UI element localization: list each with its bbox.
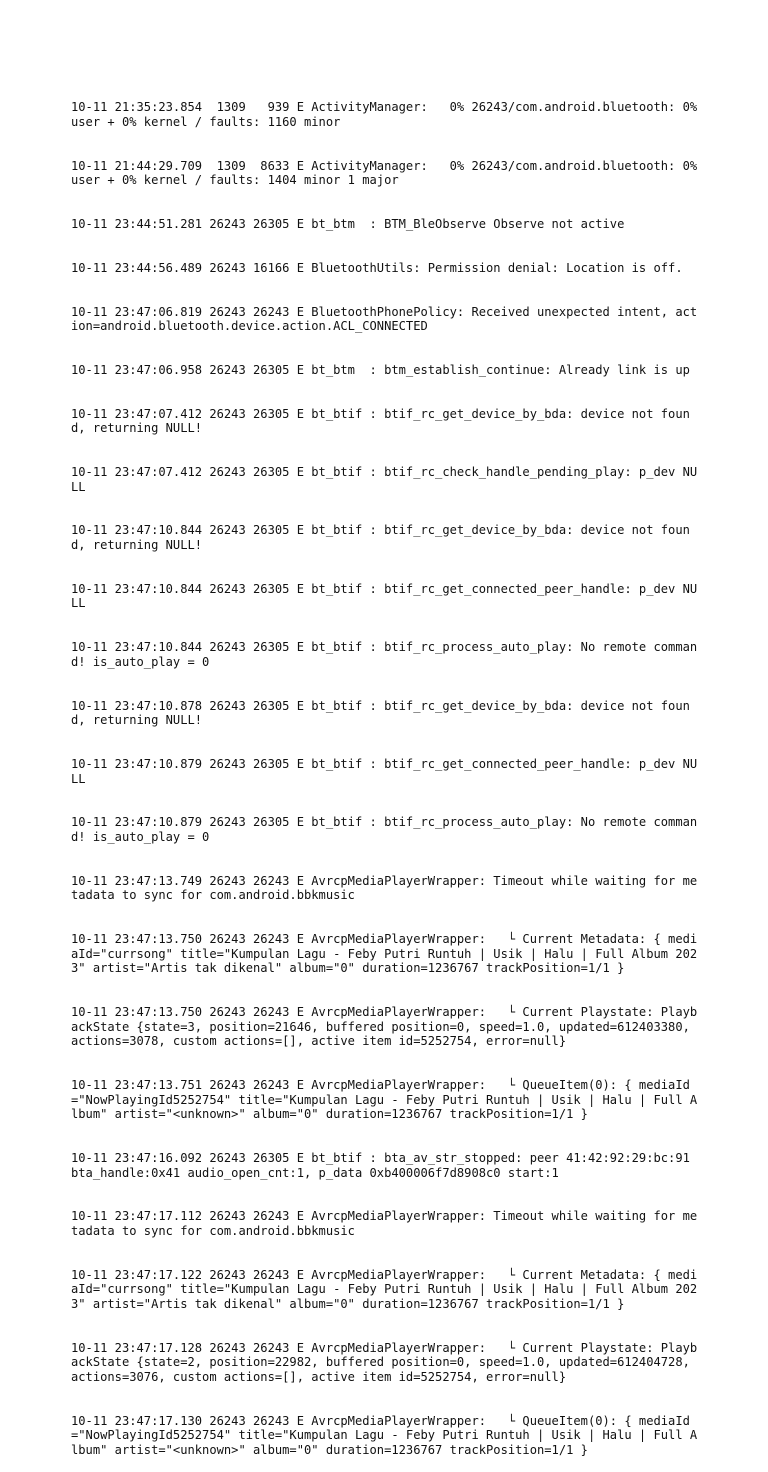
- log-entry: 10-11 23:47:10.844 26243 26305 E bt_btif : btif_rc_process_auto_play: No remote command! is_auto_play = 0: [71, 640, 698, 669]
- log-entry: 10-11 23:47:13.751 26243 26243 E AvrcpMediaPlayerWrapper: └ QueueItem(0): { mediaId="NowPlayingId5252754" title="Kumpulan Lagu - Feby Putri Runtuh | Usik | Halu | Full Album" artist="<unknown>" album="0" duration=1236767 trackPosition=1/1 }: [71, 1077, 698, 1122]
- log-entry: 10-11 23:47:13.749 26243 26243 E AvrcpMediaPlayerWrapper: Timeout while waiting for metadata to sync for com.android.bbkmusic: [71, 873, 698, 903]
- log-entry: 10-11 21:44:29.709 1309 8633 E ActivityManager: 0% 26243/com.android.bluetooth: 0% user + 0% kernel / faults: 1404 minor 1 major: [71, 158, 705, 188]
- log-entry: 10-11 23:47:10.844 26243 26305 E bt_btif : btif_rc_get_connected_peer_handle: p_dev NULL: [71, 581, 698, 611]
- log-entry: 10-11 23:47:10.879 26243 26305 E bt_btif : btif_rc_process_auto_play: No remote command! is_auto_play = 0: [71, 815, 698, 844]
- log-entry: 10-11 23:47:10.844 26243 26305 E bt_btif : btif_rc_get_device_by_bda: device not found, returning NULL!: [71, 523, 690, 552]
- log-entry: 10-11 23:47:16.092 26243 26305 E bt_btif : bta_av_str_stopped: peer 41:42:92:29:bc:91 bta_handle:0x41 audio_open_cnt:1, p_data 0xb400006f7d8908c0 start:1: [71, 1150, 698, 1180]
- log-document: [71, 71, 705, 1472]
- log-entry: 10-11 23:47:07.412 26243 26305 E bt_btif : btif_rc_get_device_by_bda: device not found, returning NULL!: [71, 406, 690, 436]
- log-entry: 10-11 23:47:17.130 26243 26243 E AvrcpMediaPlayerWrapper: └ QueueItem(0): { mediaId="NowPlayingId5252754" title="Kumpulan Lagu - Feby Putri Runtuh | Usik | Halu | Full Album" artist="<unknown>" album="0" duration=1236767 trackPosition=1/1 }: [71, 1413, 698, 1457]
- log-entry: 10-11 23:47:10.879 26243 26305 E bt_btif : btif_rc_get_connected_peer_handle: p_dev NULL: [71, 756, 698, 786]
- log-entry: 10-11 23:47:13.750 26243 26243 E AvrcpMediaPlayerWrapper: └ Current Metadata: { mediaId="currsong" title="Kumpulan Lagu - Feby Putri Runtuh | Usik | Halu | Full Album 2023" artist="Artis tak dikenal" album="0" duration=1236767 trackPosition=1/1 }: [71, 932, 698, 976]
- log-entry: 10-11 23:47:07.412 26243 26305 E bt_btif : btif_rc_check_handle_pending_play: p_dev NULL: [71, 465, 698, 494]
- log-entry: 10-11 23:47:13.750 26243 26243 E AvrcpMediaPlayerWrapper: └ Current Playstate: PlaybackState {state=3, position=21646, buffered position=0, speed=1.0, updated=612403380, actions=3078, custom actions=[], active item id=5252754, error=null}: [71, 1005, 698, 1049]
- log-entry: 10-11 23:47:17.122 26243 26243 E AvrcpMediaPlayerWrapper: └ Current Metadata: { mediaId="currsong" title="Kumpulan Lagu - Feby Putri Runtuh | Usik | Halu | Full Album 2023" artist="Artis tak dikenal" album="0" duration=1236767 trackPosition=1/1 }: [71, 1267, 698, 1311]
- log-entry: 10-11 23:47:17.128 26243 26243 E AvrcpMediaPlayerWrapper: └ Current Playstate: PlaybackState {state=2, position=22982, buffered position=0, speed=1.0, updated=612404728, actions=3076, custom actions=[], active item id=5252754, error=null}: [71, 1340, 698, 1384]
- log-entry: 10-11 23:44:56.489 26243 16166 E BluetoothUtils: Permission denial: Location is off.: [71, 260, 683, 275]
- log-entry: 10-11 23:47:06.958 26243 26305 E bt_btm : btm_establish_continue: Already link is up: [71, 362, 690, 377]
- log-entry: 10-11 23:47:10.878 26243 26305 E bt_btif : btif_rc_get_device_by_bda: device not found, returning NULL!: [71, 698, 690, 728]
- log-entry: 10-11 23:47:06.819 26243 26243 E BluetoothPhonePolicy: Received unexpected intent, action=android.bluetooth.device.action.ACL_CONNECTED: [71, 304, 698, 334]
- log-entry: 10-11 23:44:51.281 26243 26305 E bt_btm : BTM_BleObserve Observe not active: [71, 216, 625, 231]
- log-entry: 10-11 21:35:23.854 1309 939 E ActivityManager: 0% 26243/com.android.bluetooth: 0% user + 0% kernel / faults: 1160 minor: [71, 100, 705, 129]
- log-entry: 10-11 23:47:17.112 26243 26243 E AvrcpMediaPlayerWrapper: Timeout while waiting for metadata to sync for com.android.bbkmusic: [71, 1209, 698, 1238]
